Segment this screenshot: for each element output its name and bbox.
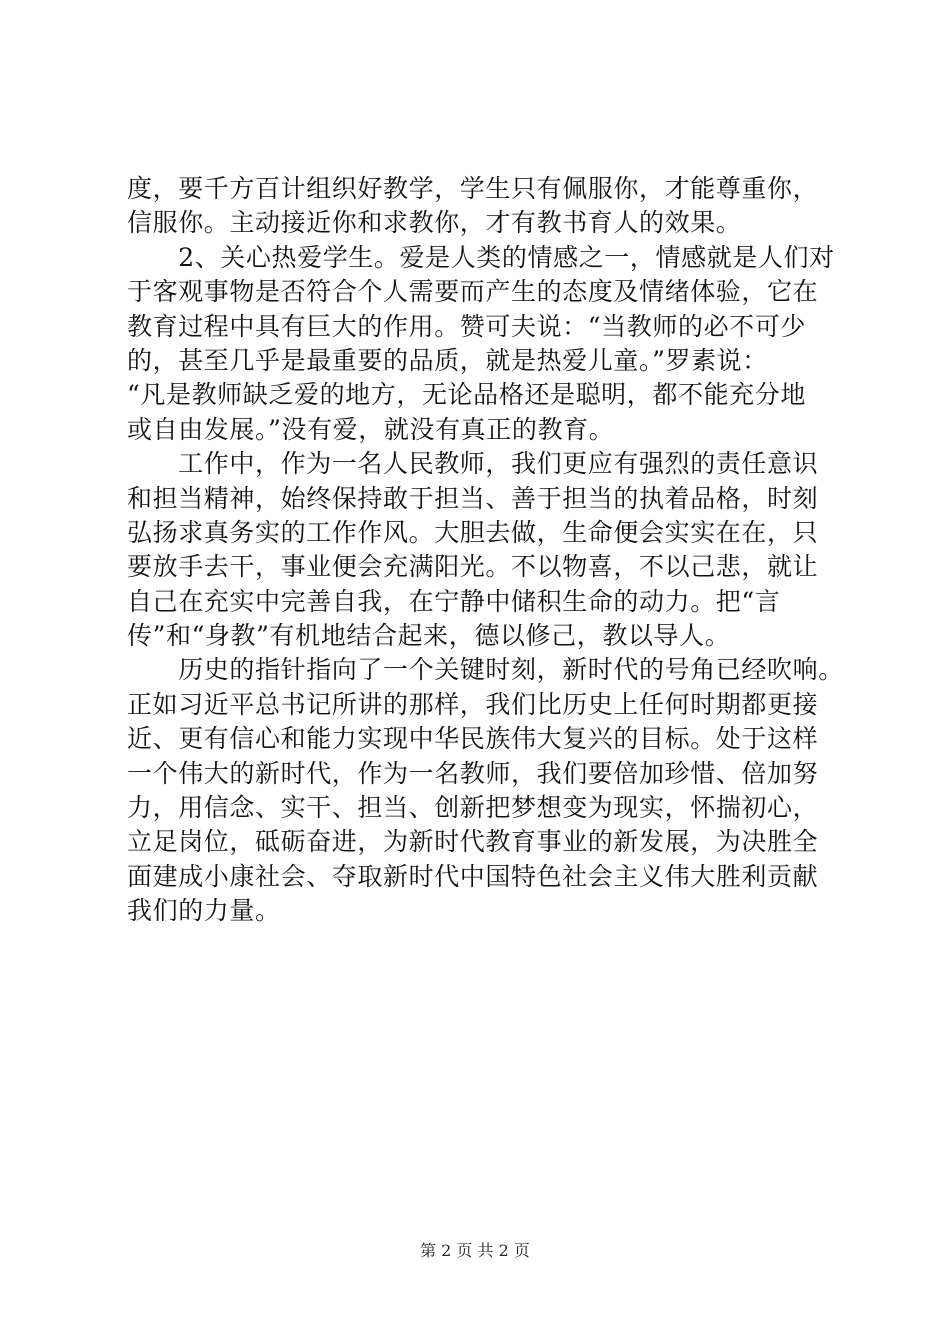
text-line: “凡是教师缺乏爱的地方，无论品格还是聪明，都不能充分地 <box>127 380 806 410</box>
text-line: 工作中，作为一名人民教师，我们更应有强烈的责任意识 <box>127 449 819 479</box>
text-line: 和担当精神，始终保持敢于担当、善于担当的执着品格，时刻 <box>127 483 819 513</box>
text-line: 弘扬求真务实的工作作风。大胆去做，生命便会实实在在，只 <box>127 517 819 547</box>
text-line: 传”和“身教”有机地结合起来，德以修己，教以导人。 <box>127 621 731 651</box>
text-line: 历史的指针指向了一个关键时刻，新时代的号角已经吹响。 <box>127 655 844 685</box>
page-number-footer: 第 2 页 共 2 页 <box>420 1241 530 1260</box>
document-body <box>127 172 844 929</box>
text-line: 我们的力量。 <box>127 896 281 926</box>
text-line: 正如习近平总书记所讲的那样，我们比历史上任何时期都更接 <box>127 689 819 719</box>
text-line: 于客观事物是否符合个人需要而产生的态度及情绪体验，它在 <box>127 277 819 307</box>
text-line: 近、更有信心和能力实现中华民族伟大复兴的目标。处于这样 <box>127 724 819 754</box>
text-line: 教育过程中具有巨大的作用。赞可夫说：“当教师的必不可少 <box>127 311 806 341</box>
text-line: 立足岗位，砥砺奋进，为新时代教育事业的新发展，为决胜全 <box>127 827 819 857</box>
text-line: 一个伟大的新时代，作为一名教师，我们要倍加珍惜、倍加努 <box>127 758 819 788</box>
text-line: 信服你。主动接近你和求教你，才有教书育人的效果。 <box>127 208 742 238</box>
text-line: 2、关心热爱学生。爱是人类的情感之一，情感就是人们对 <box>127 242 835 272</box>
text-line: 或自由发展。”没有爱，就没有真正的教育。 <box>127 414 615 444</box>
text-line: 度，要千方百计组织好教学，学生只有佩服你，才能尊重你， <box>127 174 819 203</box>
text-line: 要放手去干，事业便会充满阳光。不以物喜，不以己悲，就让 <box>127 552 819 582</box>
text-line: 的，甚至几乎是最重要的品质，就是热爱儿童。”罗素说： <box>127 345 768 375</box>
text-line: 面建成小康社会、夺取新时代中国特色社会主义伟大胜利贡献 <box>127 861 819 891</box>
text-line: 力，用信念、实干、担当、创新把梦想变为现实，怀揣初心， <box>127 793 819 823</box>
text-line: 自己在充实中完善自我，在宁静中储积生命的动力。把“言 <box>127 586 781 616</box>
